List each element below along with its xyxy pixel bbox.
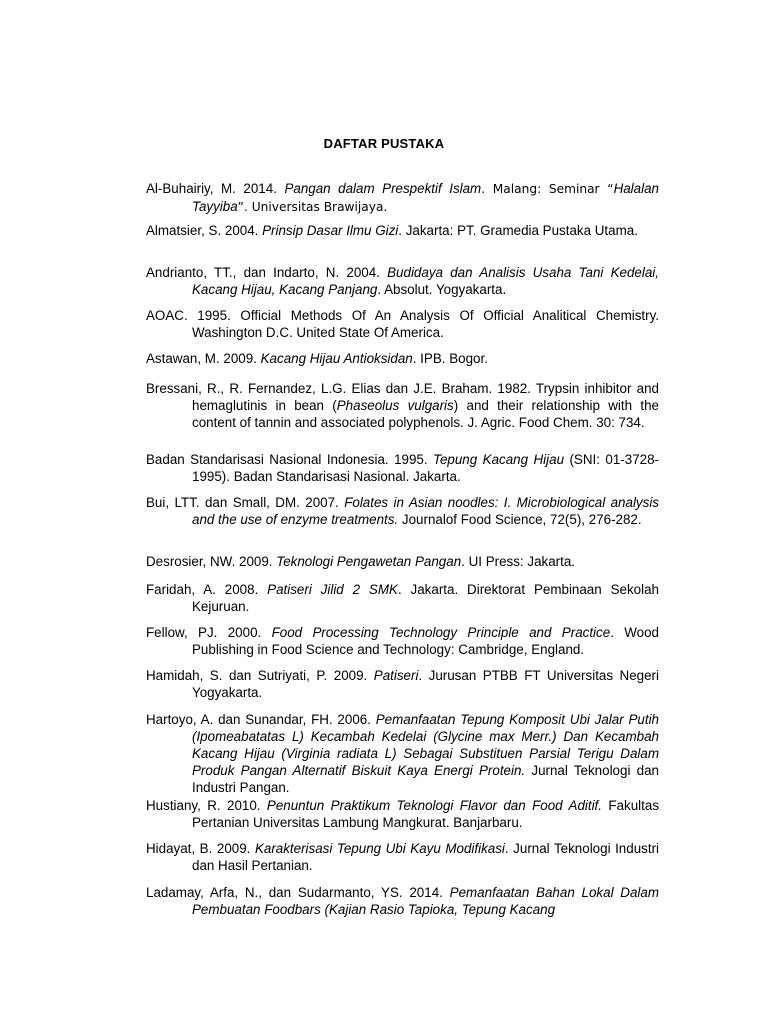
reference-entry — [146, 667, 659, 701]
reference-text: . Jakarta: PT. Gramedia Pustaka Utama. — [398, 223, 638, 238]
reference-entry — [146, 581, 659, 615]
reference-title-text: Pemanfaatan Bahan Lokal Dalam Pembuatan Foodbars (Kajian Rasio Tapioka, Tepung Kacang — [192, 885, 659, 917]
reference-text: . Jurusan PTBB FT Universitas Negeri Yogyakarta. — [192, 668, 659, 700]
reference-title-text: Halalan Tayyiba — [192, 181, 659, 214]
reference-text: Badan Standarisasi Nasional Indonesia. 1995. — [146, 452, 434, 467]
reference-text: Fakultas Pertanian Universitas Lambung Mangkurat. Banjarbaru. — [192, 798, 660, 830]
reference-entry — [146, 624, 659, 658]
reference-text: (SNI: 01-3728-1995). Badan Standarisasi Nasional. Jakarta. — [192, 452, 659, 484]
reference-text: Bui, LTT. dan Small, DM. 2007. — [146, 495, 345, 510]
reference-text: Hamidah, S. dan Sutriyati, P. 2009. — [146, 668, 374, 683]
reference-title-text: Prinsip Dasar Ilmu Gizi — [262, 223, 399, 238]
reference-entry — [146, 553, 659, 570]
reference-title-text: Folates in Asian noodles: I. Microbiological analysis and the use of enzyme treatments. — [192, 495, 659, 527]
reference-title-text: Phaseolus vulgaris — [336, 398, 454, 413]
reference-title-text: Pangan dalam Prespektif Islam — [284, 181, 482, 196]
reference-text: . Wood Publishing in Food Science and Technology: Cambridge, England. — [192, 625, 659, 657]
reference-text: . IPB. Bogor. — [412, 351, 488, 366]
reference-text: Andrianto, TT., dan Indarto, N. 2004. — [146, 265, 388, 280]
reference-title-text: Karakterisasi Tepung Ubi Kayu Modifikasi — [254, 841, 505, 856]
reference-title-text: Food Processing Technology Principle and Practice — [271, 625, 611, 640]
reference-text: Astawan, M. 2009. — [146, 351, 261, 366]
reference-text: . Malang: Seminar “ — [481, 182, 614, 196]
reference-entry — [146, 451, 659, 485]
reference-text: ”. Universitas Brawijaya. — [237, 200, 388, 214]
reference-text: ) and their relationship with the content of tannin and associated polyphenols. J. Agric. Food Chem. 30: 734. — [192, 398, 659, 430]
reference-title-text: Teknologi Pengawetan Pangan — [276, 554, 462, 569]
reference-text: Al-Buhairiy, M. 2014. — [146, 181, 285, 196]
reference-title-text: Patiseri Jilid 2 SMK — [267, 582, 398, 597]
reference-title-text: Patiseri — [373, 668, 419, 683]
reference-text: Almatsier, S. 2004. — [146, 223, 263, 238]
reference-title-text: Kacang Hijau Antioksidan — [260, 351, 413, 366]
reference-text: Journalof Food Science, 72(5), 276-282. — [398, 512, 642, 527]
reference-text: Jurnal Teknologi dan Industri Pangan. — [192, 763, 659, 795]
reference-text: Ladamay, Arfa, N., dan Sudarmanto, YS. 2014. — [146, 885, 450, 900]
reference-title-text: Penuntun Praktikum Teknologi Flavor dan Food Aditif. — [266, 798, 603, 813]
reference-entry — [146, 350, 659, 367]
reference-text: Bressani, R., R. Fernandez, L.G. Elias dan J.E. Braham. 1982. Trypsin inhibitor and hemaglutinis in bean ( — [146, 381, 659, 413]
reference-entry — [146, 494, 659, 528]
reference-entry — [146, 711, 659, 796]
reference-title-text: Budidaya dan Analisis Usaha Tani Kedelai, Kacang Hijau, Kacang Panjang — [192, 265, 659, 297]
reference-entry — [146, 307, 659, 341]
reference-text: Hartoyo, A. dan Sunandar, FH. 2006. — [146, 712, 376, 727]
reference-text: Hustiany, R. 2010. — [146, 798, 267, 813]
reference-text: Hidayat, B. 2009. — [146, 841, 255, 856]
reference-entry — [146, 222, 659, 239]
page-title: DAFTAR PUSTAKA — [323, 136, 445, 151]
reference-text: . Absolut. Yogyakarta. — [377, 282, 507, 297]
reference-entry — [146, 840, 659, 874]
reference-text: Desrosier, NW. 2009. — [146, 554, 277, 569]
reference-entry — [146, 264, 659, 298]
reference-entry — [146, 797, 659, 831]
reference-entry — [146, 884, 659, 918]
reference-text: . Jurnal Teknologi Industri dan Hasil Pertanian. — [192, 841, 660, 873]
reference-title-text: Tepung Kacang Hijau — [433, 452, 565, 467]
reference-entry — [146, 380, 659, 431]
reference-entry — [146, 180, 659, 216]
reference-text: Fellow, PJ. 2000. — [146, 625, 272, 640]
reference-title-text: Pemanfaatan Tepung Komposit Ubi Jalar Putih (Ipomeabatatas L) Kecambah Kedelai (Glycine max Merr.) Dan Kecambah Kacang Hijau (Virginia radiata L) Sebagai Substituen Parsial Terigu Dalam Produk Pangan Alternatif Biskuit Kaya Energi Protein. — [192, 712, 659, 778]
reference-text: AOAC. 1995. Official Methods Of An Analysis Of Official Analitical Chemistry. Washington D.C. United State Of America. — [146, 308, 659, 340]
reference-text: Faridah, A. 2008. — [146, 582, 268, 597]
reference-text: . Jakarta. Direktorat Pembinaan Sekolah Kejuruan. — [192, 582, 659, 614]
reference-text: . UI Press: Jakarta. — [461, 554, 576, 569]
